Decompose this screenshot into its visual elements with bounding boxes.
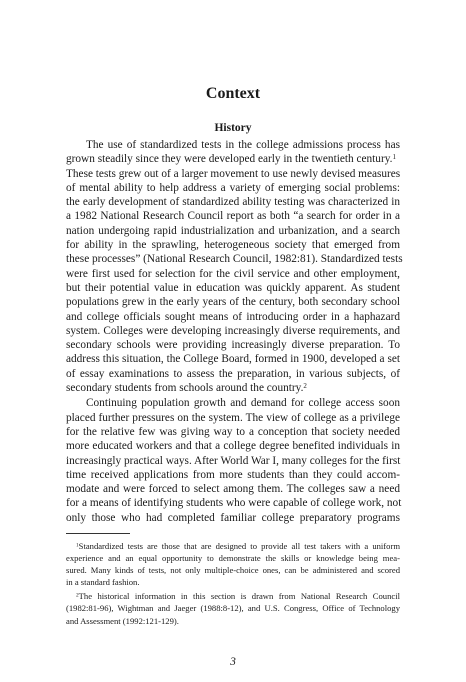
body-line-text: were first used for selection for the civil service and other employment, (66, 267, 400, 280)
footnote-line (66, 540, 400, 552)
body-text (66, 138, 403, 525)
body-line (66, 324, 400, 338)
body-line (66, 367, 400, 381)
body-line-text: system. Colleges were developing increasingly diverse requirements, and (66, 324, 400, 337)
body-line (66, 338, 400, 352)
body-line (66, 267, 400, 281)
body-line (66, 238, 400, 252)
footnote-line (66, 576, 400, 588)
footnote-marker: 1 (392, 153, 396, 162)
body-line-text: for ability in the sprawling, heterogeneous society that emerged from (66, 239, 400, 252)
footnote-text: The historical information in this section is drawn from National Research Council (78, 591, 400, 602)
body-line-text: secondary schools were providing increasingly diverse preparation. To (66, 339, 400, 352)
footnote-line (66, 615, 400, 627)
footnote-line (66, 564, 400, 576)
section-heading: History (214, 122, 252, 134)
body-line (66, 310, 400, 324)
body-line (66, 496, 400, 510)
body-line (66, 468, 400, 482)
footnote-text: and Assessment (1992:121-129). (66, 615, 179, 626)
body-line (66, 252, 403, 266)
body-line (66, 425, 400, 439)
body-line-text: Continuing population growth and demand for college access soon (86, 397, 400, 410)
body-line-text: and college officials sought means of introducing order in a haphazard (66, 310, 400, 323)
body-line (66, 511, 400, 525)
body-line (66, 381, 400, 395)
body-line-text: a 1982 National Research Council report as both “a search for order in a (66, 210, 400, 223)
body-line-text: of essay examinations to assess the preparation, in various subjects, of (66, 367, 400, 380)
footnote-line (66, 552, 400, 564)
body-line-text: time received applications from more students than they could accom- (66, 468, 400, 481)
body-line-text: These tests grew out of a larger movement to use newly devised measures (66, 167, 401, 180)
body-line-text: nation undergoing rapid industrialization and urbanization, and a search (66, 224, 400, 237)
footnote-text: (1982:81-96), Wightman and Jaeger (1988:8-12), and U.S. Congress, Office of Technology (66, 603, 400, 614)
body-line (66, 181, 400, 195)
body-line (66, 152, 400, 166)
body-line-text: these processes” (National Research Council, 1982:81). Standardized tests (66, 253, 403, 266)
body-line-text: increasingly practical ways. After World War I, many colleges for the first (66, 454, 401, 467)
footnote-rule (66, 533, 130, 534)
body-line-text: only those who had completed familiar college preparatory programs (66, 511, 400, 524)
body-line (66, 439, 400, 453)
footnote-number: 2 (76, 592, 79, 599)
body-line (66, 454, 400, 468)
body-line-text: grown steadily since they were developed early in the twentieth century. (66, 153, 393, 166)
body-line-text: for the relative few was giving way to a conception that society needed (66, 425, 400, 438)
footnote-line (66, 590, 400, 602)
body-line-text: The use of standardized tests in the college admissions process has (86, 139, 400, 151)
body-line-text: secondary students from schools around the country. (66, 382, 304, 395)
body-line (66, 209, 400, 223)
body-line (66, 138, 400, 152)
body-line (66, 195, 400, 209)
body-line (66, 281, 400, 295)
footnote-number: 1 (76, 542, 79, 549)
body-line-text: placed further pressures on the system. The view of college as a privilege (66, 411, 400, 424)
body-line-text: more educated workers and that a college degree benefited individuals in (66, 440, 400, 453)
body-line-text: of mental ability to help address a variety of emerging social problems: (66, 181, 400, 194)
body-line (66, 411, 400, 425)
body-line (66, 167, 400, 181)
chapter-title: Context (205, 85, 261, 102)
body-line (66, 352, 400, 366)
body-line (66, 482, 400, 496)
body-line-text: populations grew in the early years of the century, both secondary school (66, 296, 400, 309)
body-line-text: the early development of standardized ability testing was characterized in (66, 196, 400, 209)
footnote-line (66, 602, 400, 614)
body-line (66, 295, 400, 309)
footnote-marker: 2 (303, 381, 307, 390)
body-line-text: but their potential value in education was quickly apparent. As student (66, 281, 400, 294)
footnote-text: sured. Many kinds of tests, not only multiple-choice ones, can be administered and scored (66, 565, 400, 576)
body-line-text: address this situation, the College Board, formed in 1900, developed a set (66, 353, 400, 366)
footnote-text: in a standard fashion. (66, 577, 140, 588)
footnote-text: experience and an equal opportunity to demonstrate the skills or knowledge being mea- (66, 553, 400, 564)
body-line-text: for a means of identifying students who were capable of college work, not (66, 497, 402, 510)
footnotes (66, 540, 400, 627)
body-line-text: modate and were forced to select among them. The colleges saw a need (66, 483, 400, 496)
page-number: 3 (230, 656, 236, 668)
footnote-text: Standardized tests are those that are designed to provide all test takers with a uniform (78, 541, 400, 551)
body-line (66, 224, 400, 238)
body-line (66, 396, 400, 410)
